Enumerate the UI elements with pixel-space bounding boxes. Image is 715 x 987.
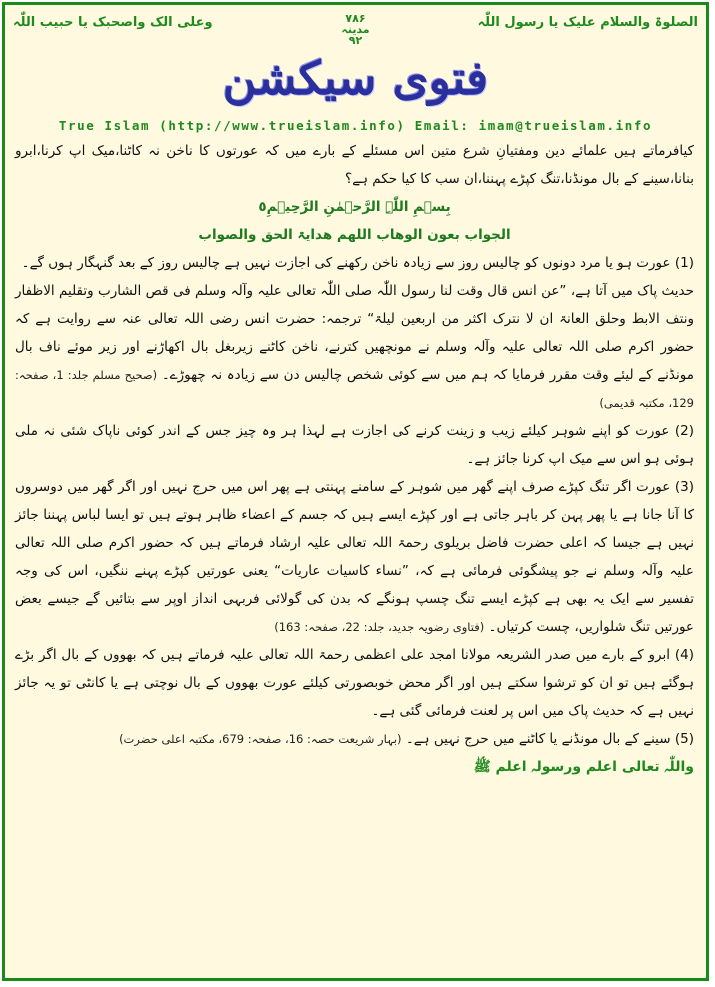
question-text: کیافرماتے ہیں علمائے دین ومفتیانِ شرع متین اس مسئلے کے بارے میں کہ عورتوں کا ناخن نہ کاٹنا،میک اپ کرنا،ابرو بنانا،سینے کے بال مونڈنا،تنگ کپڑے پہننا،ان سب کا کیا حکم ہے؟: [15, 143, 694, 187]
closing-line: واللّٰہ تعالی اعلم ورسولہ اعلم ﷺ: [473, 759, 694, 775]
answer-5: [15, 725, 694, 753]
fatwa-number-block: [341, 13, 369, 46]
answer-3: [15, 473, 694, 641]
contact-line: True Islam (http://www.trueislam.info) Email: imam@trueislam.info: [58, 118, 653, 133]
answer-4: (4) ابرو کے بارے میں صدر الشریعہ مولانا امجد علی اعظمی رحمۃ اللہ تعالی علیہ فرماتے ہیں کہ بھووں کے بال اگر بڑے ہوگئے ہیں تو ان کو ترشوا سکتے ہیں اور اگر محض خوبصورتی کیلئے عورت بھووں کے بال نوچتی ہے یا کانٹی تو یہ جائز نہیں ہے کہ حدیث پاک میں اس پر لعنت فرمائی گئی ہے۔: [15, 647, 694, 719]
answer-3-text: (3) عورت اگر تنگ کپڑے صرف اپنے گھر میں شوہر کے سامنے پہنتی ہے پھر اس میں حرج نہیں اور اگر گھر میں دوسروں کا آنا جانا ہے یا پھر پہن کر باہر جاتی ہے اور کپڑے ایسے ہیں کہ جسم کے اعضاء ظاہر ہوتے ہیں تو ایسا لباس پہننا جائز نہیں ہے جیسا کہ اعلی حضرت فاضل بریلوی رحمۃ اللہ تعالی علیہ ارشاد فرماتے ہیں کہ حضور اکرم صلی اللہ تعالی علیہ وآلہ وسلم نے جو پیشگوئی فرمائی ہے کہ، ”نساء کاسیات عاریات“ یعنی عورتیں کپڑے پہنے ننگیں، اس کی وجہ تفسیر سے ایک یہ بھی ہے کپڑے ایسے تنگ چسپ ہونگے کہ بدن کی گولائی فربہی انداز اوپر سے بتائیں گے جیسے بعض عورتیں تنگ شلواریں، چست کرتیاں۔: [15, 479, 694, 635]
fatwa-content: [15, 137, 694, 781]
header-bar: [13, 13, 698, 45]
page-frame: [2, 2, 709, 981]
fatwa-number: ۷۸۶: [345, 12, 366, 25]
fatwa-number-2: ۹۲: [348, 34, 363, 47]
answer-1: (1) عورت ہو یا مرد دونوں کو چالیس روز سے زیادہ ناخن رکھنے کی اجازت نہیں ہے چالیس روز کے بعد گنہگار ہوں گے۔: [21, 255, 694, 271]
salutation-left: وعلی الک واصحبک یا حبیب اللّٰہ: [13, 15, 213, 30]
bismillah: بِسۡمِ اللّٰہِ الرَّحۡمٰنِ الرَّحِیۡمِ٥: [258, 199, 451, 215]
answer-heading: الجواب بعون الوھاب اللھم ھدایۃ الحق والصواب: [198, 227, 511, 243]
answer-hadith: [15, 277, 694, 417]
answer-2: (2) عورت کو اپنے شوہر کیلئے زیب و زینت کرنے کی اجازت ہے لہذا ہر وہ چیز جس کے اندر کوئی ناپاک شئی نہ ملی ہوئی ہو اس سے میک اپ کرنا جائز ہے۔: [15, 423, 694, 467]
answer-5-text: (5) سینے کے بال مونڈنے یا کاٹنے میں حرج نہیں ہے۔: [405, 731, 694, 747]
reference-razawiya: (فتاوی رضویہ جدید، جلد: 22، صفحہ: 163): [274, 620, 485, 634]
reference-bahar: (بہار شریعت حصہ: 16، صفحہ: 679، مکتبہ اعلی حضرت): [119, 732, 402, 746]
answer-hadith-text: حدیث پاک میں آتا ہے، ”عن انس قال وقت لنا رسول اللّٰہ صلی اللّٰہ تعالی علیہ وآلہ وسلم فی قص الشارب وتقلیم الاظفار ونتف الابط وحلق العانۃ ان لا نترک اکثر من اربعین لیلۃ“ ترجمہ: حضرت انس رضی اللہ تعالی عنہ سے روایت ہے کہ حضور اکرم صلی اللہ تعالی علیہ وآلہ وسلم نے مونچھیں کترنے، ناخن کاٹنے زیربغل بال اکھاڑنے اور زیر موئے ناف بال مونڈنے کے لیئے وقت مقرر فرمایا کہ ہم میں سے کوئی شخص چالیس دن سے زیادہ نہ چھوڑے۔: [15, 283, 694, 383]
page-title: فتوی سیکشن: [222, 51, 489, 105]
fatwa-subtitle: مدینہ: [341, 23, 370, 36]
reference-muslim: (صحیح مسلم جلد: 1، صفحہ: 129، مکتبہ قدیمی): [15, 368, 694, 410]
salutation-right: الصلوۃ والسلام علیک یا رسول اللّٰہ: [477, 15, 698, 30]
